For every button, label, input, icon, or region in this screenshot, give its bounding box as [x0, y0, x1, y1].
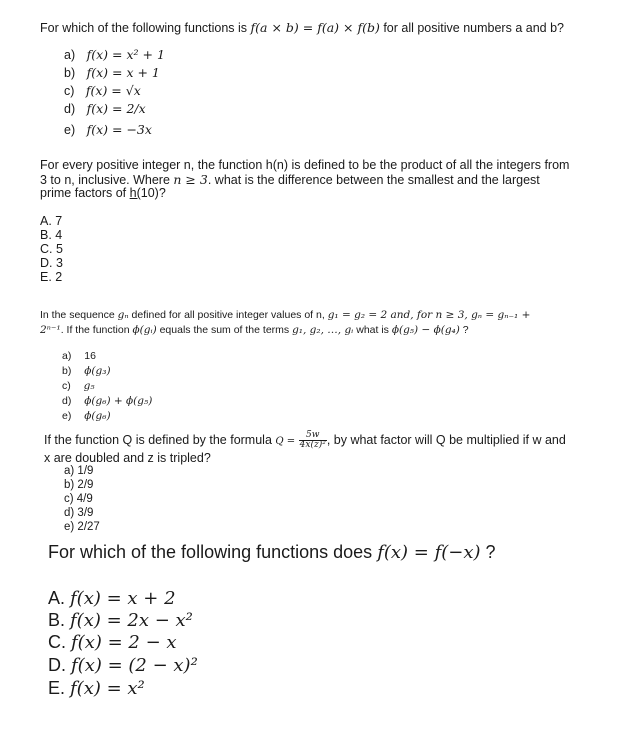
q5-option-c: C. f(x) = 2 − x	[48, 632, 177, 653]
q4-formula-fraction: $\frac{5w}{\text{4x(z)²}}$	[299, 430, 326, 450]
q2-option-b: B. 4	[40, 228, 63, 242]
q4-option-d: d) 3/9	[64, 507, 94, 519]
q2-line-2: 3 to n, inclusive. Where n ≥ 3. what is the difference between the smallest and the largest	[40, 172, 540, 187]
q2-option-e: E. 2	[40, 270, 63, 284]
q5-option-a: A. f(x) = x + 2	[48, 588, 176, 609]
q3-option-b: b) ϕ(g₃)	[62, 365, 111, 377]
q5-option-b: B. f(x) = 2x − x²	[48, 610, 193, 631]
q5-option-d: D. f(x) = (2 − x)²	[48, 655, 198, 676]
q2-option-c: C. 5	[40, 242, 63, 256]
q4-option-c: c) 4/9	[64, 493, 93, 505]
q3-option-e: e) ϕ(g₆)	[62, 410, 111, 422]
q5-prompt: For which of the following functions does f(x) = f(−x) ?	[48, 542, 496, 563]
q4-option-a: a) 1/9	[64, 465, 94, 477]
q2-option-d: D. 3	[40, 256, 63, 270]
q2-line-3: prime factors of h(10)?	[40, 186, 166, 200]
q3-line-2: 2ⁿ⁻¹. If the function ϕ(gᵢ) equals the sum of the terms g₁, g₂, …, gᵢ what is ϕ(g₅) − ϕ(g₄) ?	[40, 324, 469, 336]
q1-option-a: a) f(x) = x² + 1	[64, 47, 165, 62]
q5-option-e: E. f(x) = x²	[48, 678, 145, 699]
q1-option-b: b) f(x) = x + 1	[64, 65, 160, 80]
q4-option-e: e) 2/27	[64, 521, 100, 533]
q1-equation: f(a × b) = f(a) × f(b)	[250, 20, 380, 35]
q4-line-1: If the function Q is defined by the formula Q = $\frac{5w}{\text{4x(z)²}}$ , by what factor will Q be multiplied if w and	[44, 430, 566, 450]
q4-option-b: b) 2/9	[64, 479, 94, 491]
q2-option-a: A. 7	[40, 214, 63, 228]
q4-line-2: x are doubled and z is tripled?	[44, 451, 211, 465]
q3-option-d: d) ϕ(g₆) + ϕ(g₅)	[62, 395, 153, 407]
q3-option-c: c) g₅	[62, 380, 95, 392]
q2-line-1: For every positive integer n, the function h(n) is defined to be the product of all the integers from	[40, 158, 570, 172]
q1-option-d: d) f(x) = 2/x	[64, 101, 146, 116]
q3-line-1: In the sequence gₙ defined for all positive integer values of n, g₁ = g₂ = 2 and, for n ≥ 3, gₙ = gₙ₋₁ +	[40, 309, 531, 321]
question-1-prompt: For which of the following functions is f(a × b) = f(a) × f(b) for all positive numbers a and b?	[40, 20, 564, 35]
q3-option-a: a) 16	[62, 350, 96, 362]
q1-option-e: e) f(x) = −3x	[64, 122, 152, 137]
q1-option-c: c) f(x) = √x	[64, 83, 141, 98]
